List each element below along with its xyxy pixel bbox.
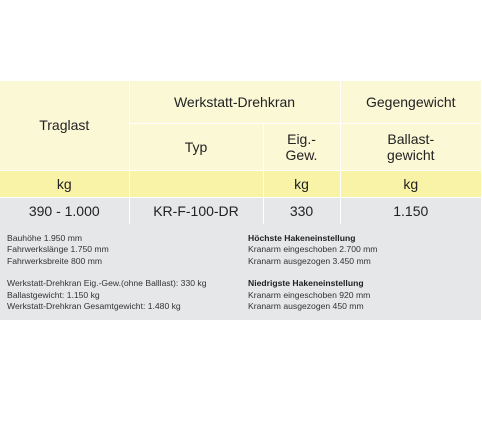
header-ballast-line2: gewicht bbox=[387, 146, 435, 163]
header-eig-gew-line2: Gew. bbox=[285, 146, 318, 163]
details-panel bbox=[0, 224, 481, 320]
header-gegengewicht: Gegengewicht bbox=[340, 81, 481, 123]
heading-hoechste-hakeneinstellung: Höchste Hakeneinstellung bbox=[248, 233, 356, 243]
header-eig-gew bbox=[263, 123, 340, 170]
detail-ballastgewicht: Ballastgewicht: 1.150 kg bbox=[7, 289, 100, 300]
value-typ: KR-F-100-DR bbox=[129, 197, 263, 224]
detail-eigengewicht: Werkstatt-Drehkran Eig.-Gew.(ohne Balllast): 330 kg bbox=[7, 278, 207, 289]
detail-niedrig-eingeschoben: Kranarm eingeschoben 920 mm bbox=[248, 289, 371, 300]
detail-niedrig-ausgezogen: Kranarm ausgezogen 450 mm bbox=[248, 301, 364, 312]
unit-eig-gew: kg bbox=[263, 170, 340, 197]
detail-fahrwerksbreite: Fahrwerksbreite 800 mm bbox=[7, 255, 103, 266]
unit-typ bbox=[129, 170, 263, 197]
detail-bauhoehe: Bauhöhe 1.950 mm bbox=[7, 233, 83, 243]
unit-ballastgewicht: kg bbox=[340, 170, 481, 197]
unit-traglast: kg bbox=[0, 170, 129, 197]
detail-gesamtgewicht: Werkstatt-Drehkran Gesamtgewicht: 1.480 kg bbox=[7, 301, 181, 312]
header-werkstatt-drehkran: Werkstatt-Drehkran bbox=[129, 81, 340, 123]
spec-table bbox=[0, 81, 481, 225]
heading-niedrigste-hakeneinstellung: Niedrigste Hakeneinstellung bbox=[248, 278, 364, 289]
detail-hoch-eingeschoben: Kranarm eingeschoben 2.700 mm bbox=[248, 244, 378, 255]
header-eig-gew-line1: Eig.- bbox=[287, 130, 316, 147]
value-ballastgewicht: 1.150 bbox=[340, 197, 481, 224]
value-traglast: 390 - 1.000 bbox=[0, 197, 129, 224]
header-traglast: Traglast bbox=[0, 81, 129, 170]
detail-fahrwerkslaenge: Fahrwerkslänge 1.750 mm bbox=[7, 244, 109, 255]
header-typ: Typ bbox=[129, 123, 263, 170]
header-ballast-line1: Ballast- bbox=[387, 130, 435, 147]
detail-hoch-ausgezogen: Kranarm ausgezogen 3.450 mm bbox=[248, 255, 371, 266]
details-right bbox=[248, 233, 476, 312]
value-eig-gew: 330 bbox=[263, 197, 340, 224]
header-ballastgewicht bbox=[340, 123, 481, 170]
details-left bbox=[7, 233, 243, 312]
